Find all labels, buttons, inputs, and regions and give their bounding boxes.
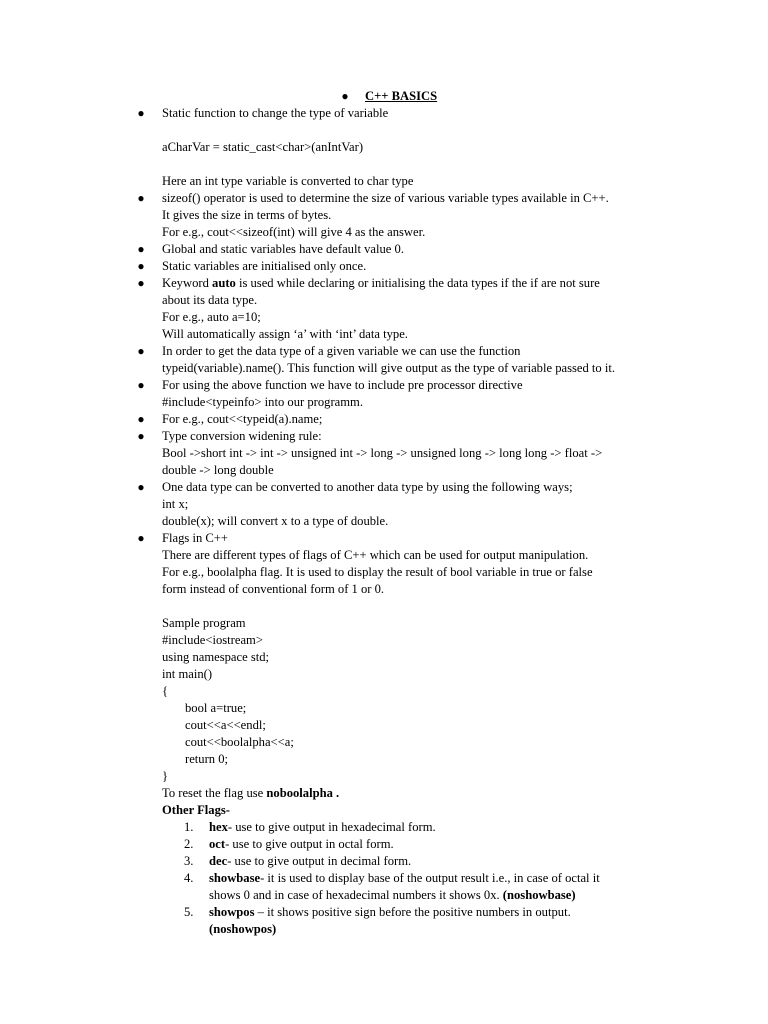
code-line: bool a=true; [185, 701, 247, 715]
bullet-icon: ● [137, 429, 145, 443]
item-number: 4. [184, 871, 194, 885]
text-line [209, 921, 695, 938]
text-line [209, 904, 695, 921]
bullet-list [135, 105, 695, 938]
code-line: return 0; [185, 752, 229, 766]
list-item [135, 275, 695, 343]
text-line: For e.g., auto a=10; [162, 310, 261, 324]
numbered-item [184, 836, 695, 853]
flag-description: - use to give output in decimal form. [227, 854, 412, 868]
flag-description: - it is used to display base of the output result i.e., in case of octal it [260, 871, 600, 885]
code-line: } [162, 769, 169, 783]
bullet-icon: ● [137, 276, 145, 290]
list-item [135, 241, 695, 258]
text-line: Sample program [162, 616, 246, 630]
text-span: To reset the flag use [162, 786, 267, 800]
text-line: Global and static variables have default value 0. [162, 242, 404, 256]
keyword-auto: auto [212, 276, 236, 290]
text-line: #include<typeinfo> into our programm. [162, 395, 363, 409]
blank-line [162, 156, 695, 173]
flag-negation: (noshowpos) [209, 922, 277, 936]
text-line: Static function to change the type of variable [162, 106, 389, 120]
flag-name: oct [209, 837, 226, 851]
code-line: cout<<boolalpha<<a; [185, 735, 294, 749]
list-item [135, 105, 695, 190]
bullet-icon: ● [137, 412, 145, 426]
code-line: using namespace std; [162, 650, 270, 664]
other-flags-heading: Other Flags- [162, 803, 230, 817]
flag-description: - use to give output in octal form. [225, 837, 394, 851]
text-line: For e.g., cout<<sizeof(int) will give 4 as the answer. [162, 225, 426, 239]
keyword-noboolalpha: noboolalpha . [266, 786, 340, 800]
bullet-icon: ● [137, 480, 145, 494]
list-item [135, 411, 695, 428]
text-line: For e.g., boolalpha flag. It is used to display the result of bool variable in true or false [162, 565, 593, 579]
numbered-item [184, 853, 695, 870]
text-line: about its data type. [162, 293, 258, 307]
bullet-icon: ● [137, 106, 145, 120]
text-line: sizeof() operator is used to determine the size of various variable types available in C++. [162, 191, 609, 205]
text-line: form instead of conventional form of 1 or 0. [162, 582, 385, 596]
bullet-icon: ● [137, 242, 145, 256]
text-line [209, 870, 695, 887]
numbered-item [184, 870, 695, 904]
list-item [135, 377, 695, 411]
code-line: int x; [162, 497, 189, 511]
other-flags-heading-line [162, 802, 695, 819]
text-line: There are different types of flags of C++ which can be used for output manipulation. [162, 548, 589, 562]
item-number: 5. [184, 905, 194, 919]
blank-line [162, 122, 695, 139]
flag-description: shows 0 and in case of hexadecimal numbers it shows 0x. [209, 888, 503, 902]
list-item-flags [135, 530, 695, 938]
text-line: double(x); will convert x to a type of double. [162, 514, 389, 528]
flag-description: - use to give output in hexadecimal form. [227, 820, 436, 834]
bullet-icon: ● [137, 378, 145, 392]
section-heading: Flags in C++ [162, 531, 228, 545]
bullet-icon: ● [137, 531, 145, 545]
code-line: #include<iostream> [162, 633, 263, 647]
code-line: { [162, 684, 169, 698]
list-item [135, 428, 695, 479]
numbered-item [184, 819, 695, 836]
text-line: Static variables are initialised only once. [162, 259, 367, 273]
text-line: For using the above function we have to include pre processor directive [162, 378, 523, 392]
flag-description: – it shows positive sign before the positive numbers in output. [254, 905, 571, 919]
text-line: double -> long double [162, 463, 274, 477]
text-line: typeid(variable).name(). This function will give output as the type of variable passed to it. [162, 361, 616, 375]
code-line: cout<<a<<endl; [185, 718, 266, 732]
text-span: Keyword [162, 276, 213, 290]
bullet-icon: ● [137, 259, 145, 273]
text-line [209, 887, 695, 904]
text-line [209, 836, 695, 853]
item-number: 1. [184, 820, 194, 834]
numbered-item [184, 904, 695, 938]
text-line [209, 853, 695, 870]
list-item [135, 190, 695, 241]
text-line: In order to get the data type of a given variable we can use the function [162, 344, 521, 358]
text-line: For e.g., cout<<typeid(a).name; [162, 412, 323, 426]
list-item [135, 479, 695, 530]
item-number: 3. [184, 854, 194, 868]
bullet-icon: ● [341, 89, 349, 103]
text-line [209, 819, 695, 836]
list-item [135, 343, 695, 377]
text-line [162, 275, 695, 292]
text-line: Here an int type variable is converted to char type [162, 174, 414, 188]
page-title: C++ BASICS [365, 89, 438, 103]
bullet-icon: ● [137, 344, 145, 358]
text-span: is used while declaring or initialising the data types if the if are not sure [235, 276, 600, 290]
text-line: Will automatically assign ‘a’ with ‘int’ data type. [162, 327, 408, 341]
blank-line [162, 598, 695, 615]
code-line: int main() [162, 667, 213, 681]
flag-name: showpos [209, 905, 255, 919]
flag-name: showbase [209, 871, 261, 885]
flag-name: dec [209, 854, 228, 868]
flag-negation: (noshowbase) [502, 888, 576, 902]
text-line: One data type can be converted to another data type by using the following ways; [162, 480, 573, 494]
text-line: It gives the size in terms of bytes. [162, 208, 332, 222]
bullet-icon: ● [137, 191, 145, 205]
numbered-list [184, 819, 695, 938]
text-line: Bool ->short int -> int -> unsigned int -> long -> unsigned long -> long long -> float -> [162, 446, 603, 460]
text-line: Type conversion widening rule: [162, 429, 322, 443]
item-number: 2. [184, 837, 194, 851]
list-item [135, 258, 695, 275]
text-line [162, 785, 695, 802]
code-line: aCharVar = static_cast<char>(anIntVar) [162, 140, 364, 154]
flag-name: hex [209, 820, 228, 834]
